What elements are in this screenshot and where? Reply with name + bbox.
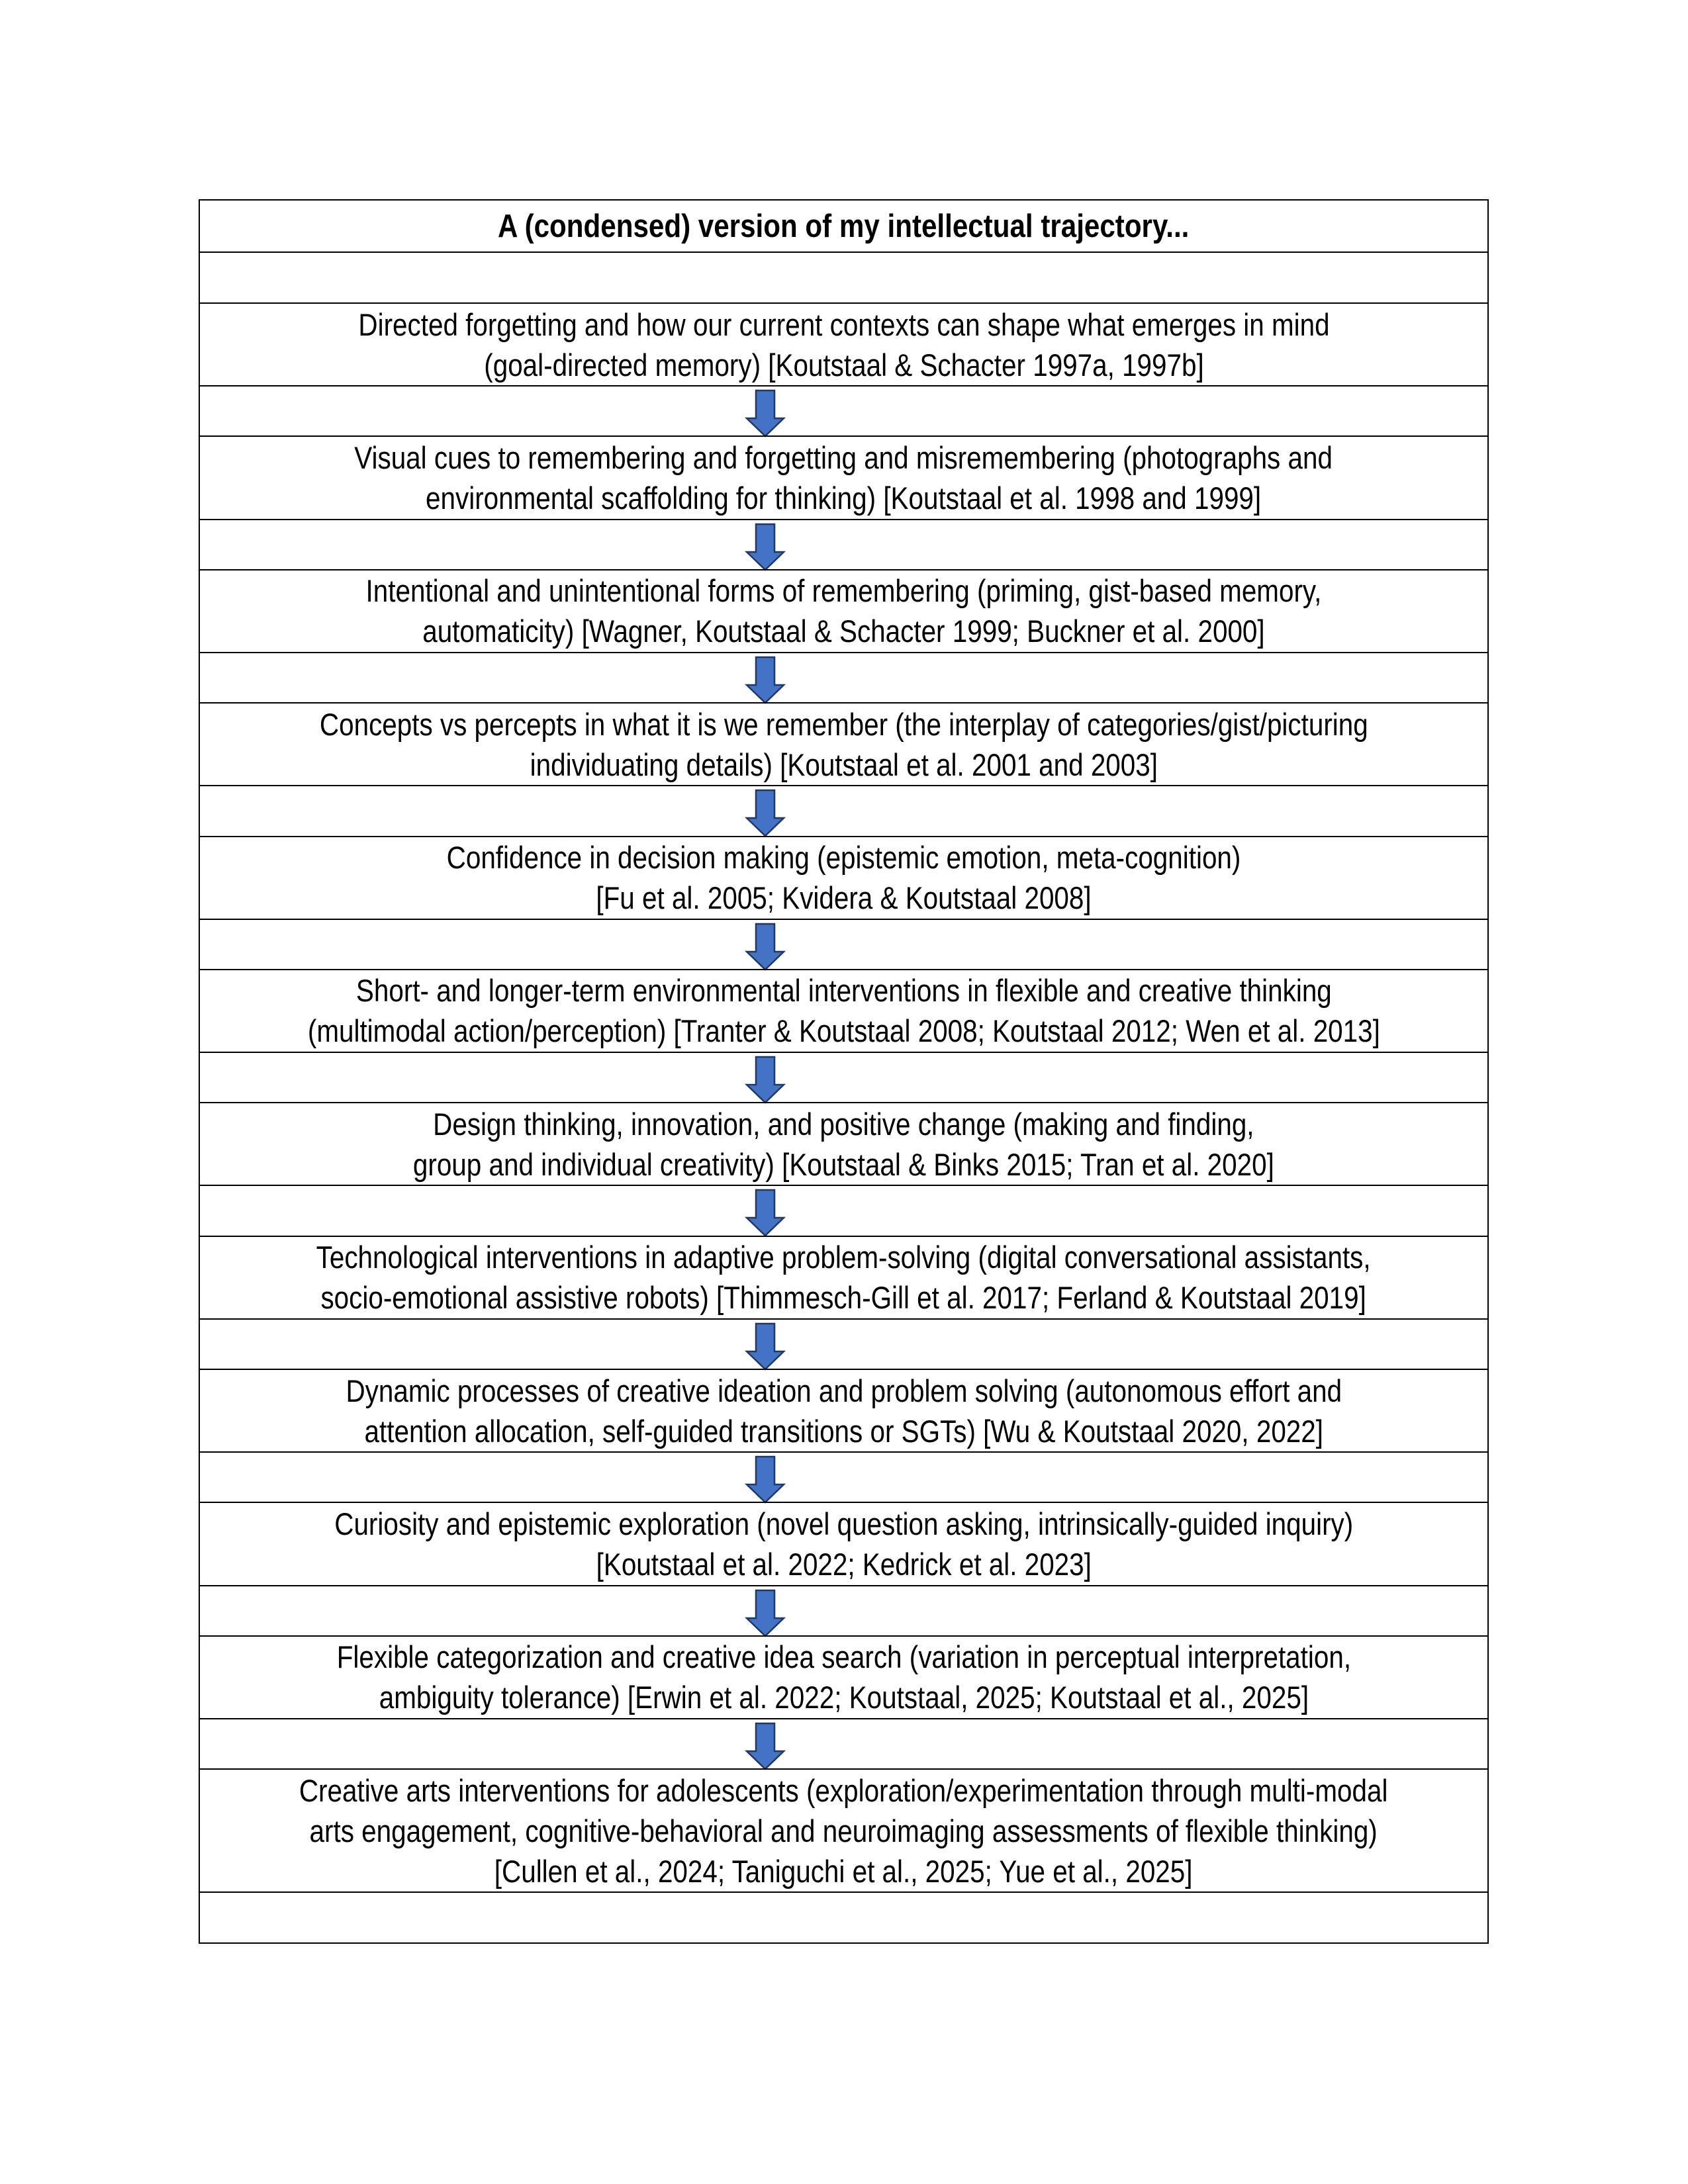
arrow-row <box>200 519 1487 569</box>
stage-text <box>366 570 1322 651</box>
stage-line: environmental scaffolding for thinking) [Koutstaal et al. 1998 and 1999] <box>426 480 1262 516</box>
stage-line: Directed forgetting and how our current contexts can shape what emerges in mind <box>357 306 1330 342</box>
down-arrow-icon <box>746 1456 784 1503</box>
stage-text <box>358 304 1329 385</box>
stage-row <box>200 702 1487 785</box>
stage-row <box>200 1635 1487 1718</box>
stage-line: ambiguity tolerance) [Erwin et al. 2022; Koutstaal, 2025; Koutstaal et al., 2025] <box>379 1680 1309 1715</box>
stage-row <box>200 302 1487 385</box>
down-arrow-icon <box>746 1056 784 1103</box>
stage-text <box>336 1637 1350 1717</box>
down-arrow-icon <box>746 523 784 570</box>
blank-row <box>200 1891 1487 1942</box>
stage-line: Flexible categorization and creative idea search (variation in perceptual interpretation, <box>336 1639 1351 1675</box>
stage-row <box>200 1369 1487 1451</box>
stage-line: group and individual creativity) [Koutstaal & Binks 2015; Tran et al. 2020] <box>413 1146 1274 1182</box>
stage-text <box>299 1770 1388 1891</box>
stage-text <box>447 837 1241 918</box>
stage-text <box>320 704 1368 785</box>
stage-row <box>200 836 1487 919</box>
arrow-row <box>200 919 1487 969</box>
stage-row <box>200 969 1487 1052</box>
stage-line: [Fu et al. 2005; Kvidera & Koutstaal 2008] <box>596 880 1092 916</box>
stage-row <box>200 1102 1487 1185</box>
stage-line: individuating details) [Koutstaal et al. 2001 and 2003] <box>530 747 1158 782</box>
arrow-row <box>200 785 1487 835</box>
trajectory-table <box>199 199 1489 1944</box>
stage-line: [Cullen et al., 2024; Taniguchi et al., 2025; Yue et al., 2025] <box>494 1853 1193 1889</box>
arrow-row <box>200 1318 1487 1369</box>
down-arrow-icon <box>746 1590 784 1637</box>
down-arrow-icon <box>746 657 784 704</box>
stage-line: Intentional and unintentional forms of remembering (priming, gist-based memory, <box>365 573 1322 609</box>
down-arrow-icon <box>746 390 784 437</box>
stage-line: Creative arts interventions for adolescents (exploration/experimentation through multi-modal <box>299 1772 1388 1808</box>
stage-line: arts engagement, cognitive-behavioral and neuroimaging assessments of flexible thinking) <box>309 1813 1378 1848</box>
arrow-row <box>200 1185 1487 1235</box>
stage-line: Dynamic processes of creative ideation and problem solving (autonomous effort and <box>346 1373 1342 1408</box>
stage-line: Confidence in decision making (epistemic emotion, meta-cognition) <box>446 840 1241 876</box>
arrow-row <box>200 1052 1487 1102</box>
stage-line: Short- and longer-term environmental interventions in flexible and creative thinking <box>355 973 1332 1009</box>
down-arrow-icon <box>746 923 784 970</box>
down-arrow-icon <box>746 790 784 837</box>
stage-text <box>355 437 1333 518</box>
arrow-row <box>200 1585 1487 1635</box>
stage-line: socio-emotional assistive robots) [Thimmesch-Gill et al. 2017; Ferland & Koutstaal 2019] <box>320 1280 1367 1316</box>
arrow-row <box>200 652 1487 702</box>
stage-line: (multimodal action/perception) [Tranter & Koutstaal 2008; Koutstaal 2012; Wen et al. 2013] <box>307 1013 1380 1049</box>
arrow-row <box>200 1451 1487 1502</box>
blank-row <box>200 251 1487 302</box>
stage-row <box>200 1502 1487 1584</box>
stage-line: Curiosity and epistemic exploration (novel question asking, intrinsically-guided inquiry) <box>334 1506 1353 1541</box>
stage-text <box>307 970 1380 1051</box>
down-arrow-icon <box>746 1323 784 1370</box>
stage-line: automaticity) [Wagner, Koutstaal & Schacter 1999; Buckner et al. 2000] <box>422 614 1265 649</box>
title-row <box>200 201 1487 251</box>
stage-line: Concepts vs percepts in what it is we remember (the interplay of categories/gist/picturing <box>319 706 1368 742</box>
stage-line: attention allocation, self-guided transitions or SGTs) [Wu & Koutstaal 2020, 2022] <box>364 1413 1323 1449</box>
stage-line: Design thinking, innovation, and positive change (making and finding, <box>433 1106 1254 1142</box>
stage-row <box>200 435 1487 518</box>
down-arrow-icon <box>746 1723 784 1770</box>
stage-row <box>200 1236 1487 1318</box>
stage-line: Visual cues to remembering and forgetting and misremembering (photographs and <box>354 439 1333 475</box>
stage-text <box>316 1237 1371 1318</box>
arrow-row <box>200 385 1487 435</box>
stage-line: [Koutstaal et al. 2022; Kedrick et al. 2023] <box>596 1546 1092 1582</box>
stage-line: Technological interventions in adaptive problem-solving (digital conversational assistants, <box>316 1240 1371 1275</box>
stage-row <box>200 569 1487 652</box>
page-title: A (condensed) version of my intellectual trajectory... <box>498 208 1190 244</box>
stage-text <box>334 1504 1353 1584</box>
stage-text <box>413 1104 1274 1185</box>
arrow-row <box>200 1718 1487 1768</box>
stage-row <box>200 1768 1487 1891</box>
stage-text <box>346 1371 1342 1451</box>
stage-line: (goal-directed memory) [Koutstaal & Schacter 1997a, 1997b] <box>483 347 1204 383</box>
down-arrow-icon <box>746 1189 784 1236</box>
